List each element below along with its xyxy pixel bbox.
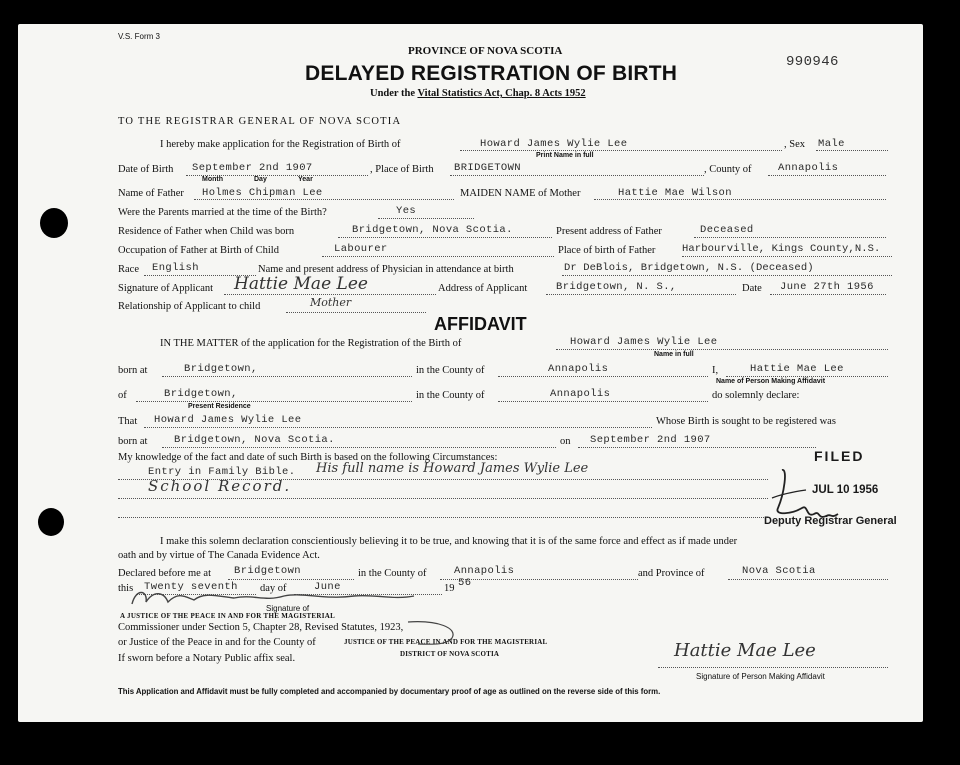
circumstance-typed: Entry in Family Bible. [148, 466, 296, 478]
occupation-line [322, 256, 554, 257]
county-label-3: in the County of [416, 390, 485, 401]
declaration-line-1: I make this solemn declaration conscientiously believing it to be true, and knowing that it is of the same force and effect as if made under [160, 536, 738, 547]
applicant-address-value: Bridgetown, N. S., [556, 281, 677, 293]
relationship-line [286, 312, 426, 313]
born-at-line-2 [162, 447, 556, 448]
declare-label: do solemnly declare: [712, 390, 800, 401]
notary-line: If sworn before a Notary Public affix seal. [118, 653, 296, 664]
filed-stamp-date: JUL 10 1956 [812, 484, 879, 496]
i-label: I, [712, 365, 719, 376]
dob-year-note: Year [298, 176, 313, 183]
commissioner-line: Commissioner under Section 5, Chapter 28, Revised Statutes, 1923, [118, 622, 404, 633]
sex-value: Male [818, 138, 845, 150]
registrar-signature-icon [762, 464, 842, 524]
of-label: of [118, 390, 127, 401]
form-number: V.S. Form 3 [118, 32, 160, 41]
circumstance-line-3 [118, 517, 768, 518]
that-line [144, 427, 652, 428]
dob-label: Date of Birth [118, 164, 174, 175]
race-value: English [152, 262, 199, 274]
registration-number: 990946 [786, 54, 839, 70]
relationship-label: Relationship of Applicant to child [118, 301, 261, 312]
declared-label: Declared before me at [118, 568, 211, 579]
residence-value: Bridgetown, Nova Scotia. [352, 224, 513, 236]
county-label-2: in the County of [416, 365, 485, 376]
county-line-2 [498, 376, 708, 377]
county-value-2: Annapolis [548, 363, 609, 375]
married-label: Were the Parents married at the time of the Birth? [118, 207, 327, 218]
that-label: That [118, 416, 138, 427]
on-line [578, 447, 816, 448]
date-line [770, 294, 886, 295]
matter-label: IN THE MATTER of the application for the Registration of the Birth of [160, 338, 462, 349]
jp-line: or Justice of the Peace in and for the County of [118, 637, 316, 648]
father-birthplace-label: Place of birth of Father [558, 245, 656, 256]
county-line-3 [498, 401, 708, 402]
present-address-value: Deceased [700, 224, 754, 236]
application-intro: I hereby make application for the Registration of Birth of [160, 139, 401, 150]
child-name-line [460, 150, 782, 151]
sex-line [816, 150, 888, 151]
place-label: , Place of Birth [370, 164, 434, 175]
jp-stamp-2: JUSTICE OF THE PEACE IN AND FOR THE MAGISTERIAL [344, 638, 548, 646]
circumstance-handwritten: His full name is Howard James Wylie Lee [316, 461, 589, 476]
father-birthplace-line [682, 256, 892, 257]
mother-value: Hattie Mae Wilson [618, 187, 732, 199]
applicant-address-label: Address of Applicant [438, 283, 528, 294]
county-value-4: Annapolis [454, 565, 515, 577]
day-of-label: day of [260, 583, 287, 594]
married-line [378, 218, 474, 219]
form-title: DELAYED REGISTRATION OF BIRTH [305, 62, 678, 85]
residence-label: Residence of Father when Child was born [118, 226, 295, 237]
dob-value: September 2nd 1907 [192, 162, 313, 174]
county-value: Annapolis [778, 162, 839, 174]
this-label: this [118, 583, 134, 594]
county-label: , County of [704, 164, 752, 175]
of-value: Bridgetown, [164, 388, 238, 400]
affiant-line [726, 376, 888, 377]
present-residence-note: Present Residence [188, 403, 251, 410]
affiant-note: Name of Person Making Affidavit [716, 378, 826, 385]
year-value: 56 [458, 577, 472, 589]
sex-label: , Sex [784, 139, 805, 150]
on-label: on [560, 436, 571, 447]
province-heading: PROVINCE OF NOVA SCOTIA [408, 45, 563, 57]
born-at-label: born at [118, 365, 148, 376]
province-line [728, 579, 888, 580]
father-birthplace-value: Harbourville, Kings County,N.S. [682, 243, 881, 255]
filed-stamp-title: Deputy Registrar General [764, 515, 897, 527]
matter-line [556, 349, 888, 350]
whose-birth-label: Whose Birth is sought to be registered was [656, 416, 836, 427]
affiant-name: Hattie Mae Lee [750, 363, 844, 375]
married-value: Yes [396, 205, 417, 217]
affiant-signature: Hattie Mae Lee [674, 640, 816, 661]
this-day: Twenty seventh [144, 581, 238, 593]
of-line [136, 401, 412, 402]
on-date: September 2nd 1907 [590, 434, 711, 446]
signature-of-note: Signature of [266, 604, 310, 613]
residence-line [338, 237, 552, 238]
signature-label: Signature of Applicant [118, 283, 214, 294]
affidavit-heading: AFFIDAVIT [434, 314, 527, 334]
present-address-line [694, 237, 886, 238]
punch-hole-bottom [38, 508, 64, 536]
child-name: Howard James Wylie Lee [480, 138, 628, 150]
declared-line [228, 579, 354, 580]
jp-underline-icon [168, 614, 468, 650]
present-address-label: Present address of Father [556, 226, 662, 237]
month-value: June [314, 581, 341, 593]
date-value: June 27th 1956 [780, 281, 874, 293]
footer-note: This Application and Affidavit must be fully completed and accompanied by documentary proof of age as outlined on the reverse side of this form. [118, 687, 661, 696]
matter-name: Howard James Wylie Lee [570, 336, 718, 348]
signature-line [224, 294, 436, 295]
dob-day-note: Day [254, 176, 267, 183]
form-subtitle [370, 88, 586, 100]
filed-stamp-label: FILED [814, 448, 865, 464]
race-label: Race [118, 264, 139, 275]
circumstance-line-2 [118, 498, 768, 499]
circumstance-handwritten-2: School Record. [148, 477, 292, 495]
date-label: Date [742, 283, 762, 294]
addressee: TO THE REGISTRAR GENERAL OF NOVA SCOTIA [118, 116, 402, 127]
maiden-label: MAIDEN NAME of Mother [460, 188, 581, 199]
physician-value: Dr DeBlois, Bridgetown, N.S. (Deceased) [564, 262, 814, 274]
print-name-note: Print Name in full [536, 152, 594, 159]
occupation-value: Labourer [334, 243, 388, 255]
affiant-signature-line [658, 667, 888, 668]
father-label: Name of Father [118, 188, 184, 199]
county-label-4: in the County of [358, 568, 427, 579]
subtitle-act: Vital Statistics Act, Chap. 8 Acts 1952 [417, 88, 586, 99]
physician-label: Name and present address of Physician in attendance at birth [258, 264, 514, 275]
province-value: Nova Scotia [742, 565, 816, 577]
physician-line [562, 275, 892, 276]
name-in-full-note: Name in full [654, 351, 694, 358]
place-line [450, 175, 704, 176]
declared-place: Bridgetown [234, 565, 302, 577]
born-at-value-2: Bridgetown, Nova Scotia. [174, 434, 335, 446]
place-value: BRIDGETOWN [454, 162, 522, 174]
county-line [768, 175, 886, 176]
born-at-value: Bridgetown, [184, 363, 258, 375]
applicant-address-line [546, 294, 736, 295]
born-at-line [162, 376, 412, 377]
father-line [194, 199, 454, 200]
birth-registration-form [18, 24, 923, 722]
relationship-value: Mother [310, 296, 352, 309]
district-stamp: DISTRICT OF NOVA SCOTIA [400, 650, 500, 658]
that-name: Howard James Wylie Lee [154, 414, 302, 426]
father-value: Holmes Chipman Lee [202, 187, 323, 199]
mother-line [594, 199, 886, 200]
knowledge-label: My knowledge of the fact and date of such Birth is based on the following Circumstances: [118, 452, 498, 463]
year-prefix: 19 [444, 583, 455, 594]
dob-month-note: Month [202, 176, 223, 183]
province-label: and Province of [638, 568, 705, 579]
applicant-signature: Hattie Mae Lee [234, 274, 368, 294]
affiant-signature-note: Signature of Person Making Affidavit [696, 672, 825, 681]
occupation-label: Occupation of Father at Birth of Child [118, 245, 279, 256]
born-at-label-2: born at [118, 436, 148, 447]
jp-stamp: A JUSTICE OF THE PEACE IN AND FOR THE MAGISTERIAL [120, 612, 336, 620]
punch-hole-top [40, 208, 68, 238]
county-value-3: Annapolis [550, 388, 611, 400]
subtitle-prefix: Under the [370, 88, 418, 99]
declaration-line-2: oath and by virtue of The Canada Evidence Act. [118, 550, 320, 561]
